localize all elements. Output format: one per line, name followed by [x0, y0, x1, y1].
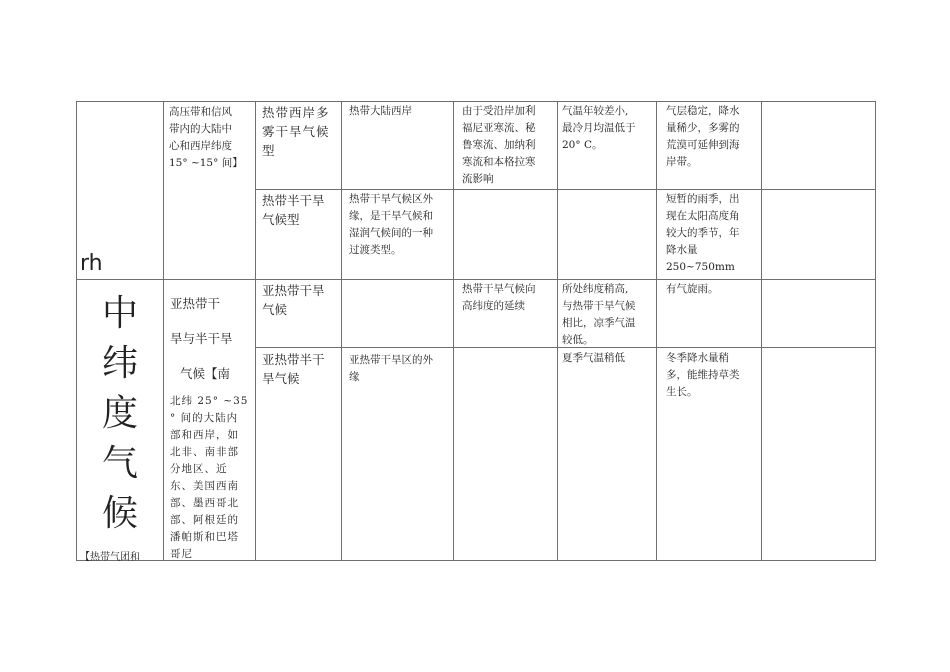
- grid-line: [76, 101, 77, 560]
- precipitation-cell: 冬季降水量稍 多，能维持草类 生长。: [666, 352, 740, 398]
- grid-line: [341, 101, 342, 560]
- cause-cell: 热带干旱气候向 高纬度的延续: [462, 283, 536, 312]
- cause-cell: 由于受沿岸加利 福尼亚寒流、秘 鲁寒流、加纳利 寒流和本格拉寒 流影响: [462, 105, 536, 185]
- location-cell: 热带大陆西岸: [349, 105, 412, 117]
- subgroup-title-line2: 旱与半干旱: [170, 331, 233, 346]
- grid-line: [76, 560, 876, 561]
- zone-top-fragment: rh: [80, 251, 103, 276]
- subgroup-title-line1: 亚热带干: [170, 296, 221, 311]
- grid-line: [163, 101, 164, 560]
- grid-line: [76, 101, 876, 102]
- precipitation-cell: 有气旋雨。: [666, 283, 719, 295]
- subgroup-title-line3: 气候【南: [180, 366, 231, 381]
- location-cell: 亚热带干旱区的外 缘: [349, 354, 433, 383]
- subgroup-detail: 北纬 25° ~35 ° 间的大陆内 部和西岸，如 北非、南非部 分地区、近 东、美国西南 部、墨西哥北 部、阿根廷的 潘帕斯和巴塔 哥尼: [170, 395, 249, 560]
- grid-line: [761, 101, 762, 560]
- climate-type-cell: 热带西岸多 雾干旱气候 型: [262, 105, 330, 158]
- grid-line: [656, 101, 657, 560]
- temperature-cell: 夏季气温稍低: [562, 352, 625, 364]
- temperature-cell: 所处纬度稍高, 与热带干旱气候 相比，凉季气温 较低。: [562, 283, 636, 346]
- grid-line: [875, 101, 876, 560]
- precipitation-cell: 气层稳定，降水 量稀少，多雾的 荒漠可延伸到海 岸带。: [666, 105, 740, 168]
- climate-type-cell: 亚热带半干 旱气候: [262, 352, 325, 386]
- group-location-text: 高压带和信风 带内的大陆中 心和西岸纬度 15° ~15° 间】: [169, 106, 243, 169]
- grid-line: [76, 279, 876, 280]
- temperature-cell: 气温年较差小, 最冷月均温低于 20° C。: [562, 105, 636, 151]
- zone-bottom-fragment: 【热带气团和: [80, 552, 140, 563]
- grid-line: [557, 101, 558, 560]
- location-cell: 热带干旱气候区外 缘，是干旱气候和 湿润气候间的一种 过渡类型。: [349, 193, 433, 256]
- zone-title: 中 纬 度 气 候: [101, 293, 138, 534]
- grid-line: [255, 189, 876, 190]
- climate-type-cell: 亚热带干旱 气候: [262, 283, 325, 317]
- precipitation-cell: 短暂的雨季，出 现在太阳高度角 较大的季节，年 降水量 250~750mm: [666, 193, 740, 273]
- grid-line: [453, 101, 454, 560]
- climate-type-cell: 热带半干旱 气候型: [262, 193, 325, 227]
